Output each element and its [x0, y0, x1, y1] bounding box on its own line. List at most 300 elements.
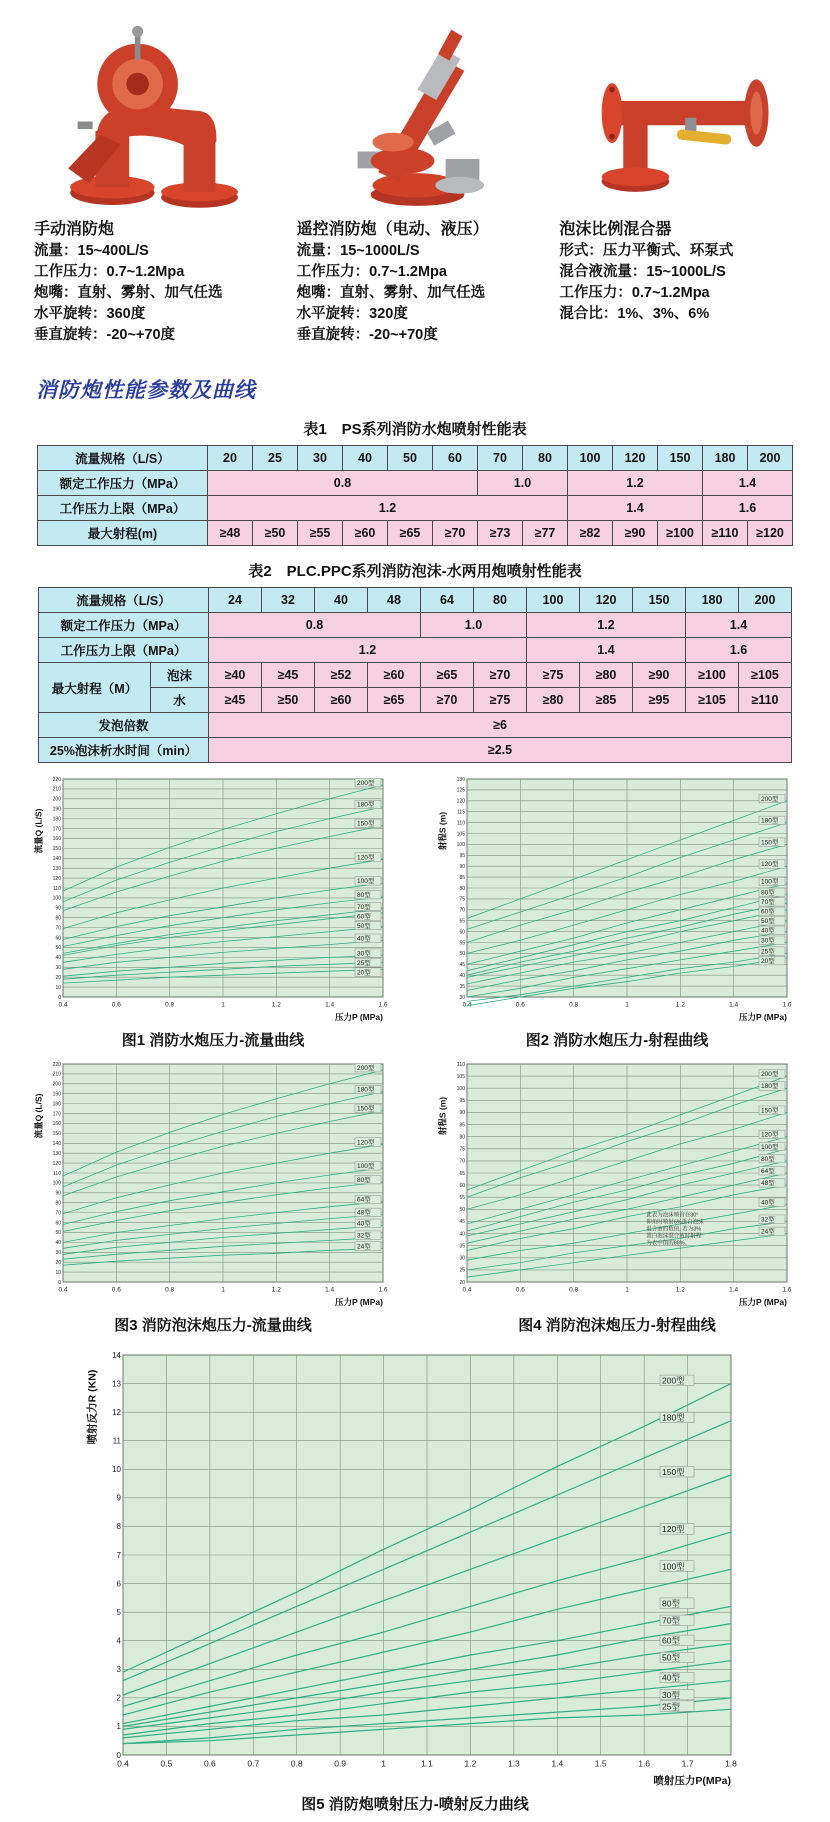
svg-text:20型: 20型 — [761, 957, 775, 965]
section-title: 消防炮性能参数及曲线 — [36, 379, 256, 402]
svg-text:50: 50 — [459, 951, 465, 958]
svg-text:150型: 150型 — [357, 1105, 375, 1113]
svg-text:210: 210 — [52, 1071, 61, 1078]
manual-monitor-photo — [30, 16, 279, 208]
svg-text:25型: 25型 — [662, 1701, 680, 1712]
svg-text:100: 100 — [456, 842, 465, 849]
svg-text:75: 75 — [459, 1146, 465, 1153]
svg-text:90: 90 — [55, 1190, 61, 1197]
table-cell: 0.8 — [209, 613, 421, 638]
table-cell: 1.2 — [208, 496, 568, 521]
svg-text:射程S (m): 射程S (m) — [437, 1096, 448, 1136]
svg-text:55: 55 — [459, 1194, 465, 1201]
svg-text:20: 20 — [459, 1279, 465, 1286]
table-cell: ≥60 — [368, 663, 421, 688]
table-cell: ≥80 — [580, 663, 633, 688]
svg-text:180: 180 — [52, 816, 61, 823]
svg-text:0.9: 0.9 — [334, 1758, 347, 1769]
svg-text:1.8: 1.8 — [725, 1758, 737, 1769]
table-cell: ≥55 — [298, 521, 343, 546]
svg-text:210: 210 — [52, 786, 61, 793]
svg-text:150型: 150型 — [761, 1107, 779, 1115]
table-cell: ≥60 — [343, 521, 388, 546]
chart-caption-4: 图4 消防泡沫炮压力-射程曲线 — [518, 1317, 716, 1334]
svg-text:1.3: 1.3 — [507, 1758, 520, 1769]
svg-text:85: 85 — [459, 874, 465, 881]
svg-text:压力P (MPa): 压力P (MPa) — [334, 1297, 383, 1307]
svg-text:80型: 80型 — [357, 1176, 371, 1184]
svg-text:14: 14 — [112, 1350, 121, 1360]
chart-caption-3: 图3 消防泡沫炮压力-流量曲线 — [114, 1317, 312, 1334]
svg-text:120: 120 — [52, 875, 61, 882]
table-cell: ≥90 — [613, 521, 658, 546]
table-cell: 120 — [613, 446, 658, 471]
chart-caption-5: 图5 消防炮喷射压力-喷射反力曲线 — [301, 1796, 529, 1813]
table-cell: 100 — [527, 588, 580, 613]
chart-box-2 — [437, 773, 797, 1058]
svg-text:60型: 60型 — [761, 908, 775, 916]
svg-text:9: 9 — [116, 1493, 121, 1503]
svg-text:1.4: 1.4 — [551, 1758, 564, 1769]
svg-text:11: 11 — [112, 1436, 121, 1446]
svg-text:1: 1 — [381, 1758, 386, 1769]
svg-text:35: 35 — [459, 983, 465, 990]
table-cell: 80 — [474, 588, 527, 613]
svg-text:80: 80 — [55, 915, 61, 922]
svg-text:100型: 100型 — [662, 1561, 685, 1572]
product-section — [0, 0, 830, 346]
remote-monitor-photo — [293, 16, 542, 208]
spec-line: 混合液流量：15~1000L/S — [559, 264, 726, 280]
svg-text:0.6: 0.6 — [111, 1001, 121, 1009]
product-specs — [293, 241, 542, 346]
table-cell: 发泡倍数 — [39, 713, 209, 738]
svg-text:喷射压力P(MPa): 喷射压力P(MPa) — [653, 1775, 731, 1787]
spec-line: 混合比：1%、3%、6% — [559, 306, 710, 322]
svg-text:1.6: 1.6 — [782, 1001, 792, 1009]
product-manual-monitor — [30, 16, 279, 346]
table-cell: ≥60 — [315, 688, 368, 713]
svg-text:1.2: 1.2 — [675, 1286, 685, 1294]
table-cell: 1.6 — [686, 638, 792, 663]
svg-text:蛋白泡沫混合液时射程: 蛋白泡沫混合液时射程 — [646, 1233, 702, 1240]
table-cell: ≥45 — [209, 688, 262, 713]
svg-text:20: 20 — [55, 974, 61, 981]
svg-text:30型: 30型 — [662, 1689, 680, 1700]
chart-figure-1 — [33, 773, 393, 1023]
svg-text:200型: 200型 — [357, 1064, 375, 1072]
table1-title: 表1 PS系列消防水炮喷射性能表 — [303, 421, 527, 438]
svg-text:5: 5 — [116, 1607, 121, 1617]
svg-text:40: 40 — [55, 1240, 61, 1247]
svg-text:50: 50 — [459, 1207, 465, 1214]
table-cell: 100 — [568, 446, 613, 471]
svg-text:70: 70 — [55, 1210, 61, 1217]
manual-monitor-image — [42, 20, 267, 208]
svg-text:64型: 64型 — [761, 1168, 775, 1175]
svg-text:150: 150 — [52, 1131, 61, 1138]
table-cell: ≥110 — [703, 521, 748, 546]
svg-text:40型: 40型 — [357, 935, 371, 943]
table-cell: 24 — [209, 588, 262, 613]
table-cell: ≥105 — [686, 688, 739, 713]
table-cell: 80 — [523, 446, 568, 471]
svg-text:130: 130 — [52, 1150, 61, 1157]
svg-text:0: 0 — [58, 1279, 61, 1286]
table-cell: 工作压力上限（MPa） — [39, 638, 209, 663]
svg-text:65: 65 — [459, 1170, 465, 1177]
svg-text:1.6: 1.6 — [638, 1758, 651, 1769]
table-cell: ≥75 — [527, 663, 580, 688]
table-cell: 1.6 — [703, 496, 793, 521]
svg-text:25型: 25型 — [761, 948, 775, 956]
svg-text:110: 110 — [53, 885, 61, 892]
table-cell: 1.4 — [703, 471, 793, 496]
svg-text:60型: 60型 — [662, 1635, 680, 1646]
svg-text:80型: 80型 — [761, 889, 775, 897]
svg-text:60型: 60型 — [357, 913, 371, 921]
svg-text:80型: 80型 — [662, 1598, 680, 1609]
svg-text:40型: 40型 — [761, 927, 775, 935]
svg-text:0.4: 0.4 — [462, 1001, 472, 1009]
product-name: 遥控消防炮（电动、液压） — [296, 221, 489, 238]
product-name: 手动消防炮 — [34, 221, 115, 238]
table-cell: ≥50 — [262, 688, 315, 713]
table-cell: 1.0 — [478, 471, 568, 496]
svg-text:32型: 32型 — [761, 1216, 775, 1224]
chart-caption-2: 图2 消防水炮压力-射程曲线 — [525, 1032, 709, 1049]
spec-line: 工作压力：0.7~1.2Mpa — [296, 264, 447, 280]
foam-proportioner-photo — [555, 16, 804, 208]
spec-line: 形式：压力平衡式、环泵式 — [559, 243, 734, 259]
product-name: 泡沫比例混合器 — [559, 221, 672, 238]
table-cell: ≥75 — [474, 688, 527, 713]
svg-text:50型: 50型 — [662, 1652, 680, 1663]
spec-line: 垂直旋转：-20~+70度 — [34, 327, 176, 343]
table-cell: ≥73 — [478, 521, 523, 546]
svg-text:1.4: 1.4 — [325, 1001, 335, 1009]
svg-text:150型: 150型 — [662, 1467, 685, 1477]
svg-text:仰角时喷射6%蛋白泡沫: 仰角时喷射6%蛋白泡沫 — [646, 1219, 704, 1226]
chart-figure-2 — [437, 773, 797, 1023]
spec-line: 水平旋转：320度 — [296, 306, 408, 322]
svg-text:20: 20 — [55, 1259, 61, 1266]
svg-text:70: 70 — [459, 1158, 465, 1165]
svg-text:40: 40 — [459, 972, 465, 979]
table-cell: 0.8 — [208, 471, 478, 496]
svg-text:180型: 180型 — [357, 801, 375, 809]
svg-text:200型: 200型 — [761, 1071, 779, 1079]
table-cell: 1.0 — [421, 613, 527, 638]
table-cell: 200 — [739, 588, 792, 613]
svg-text:1: 1 — [625, 1286, 629, 1294]
svg-text:100: 100 — [456, 1085, 465, 1092]
table-cell: ≥70 — [474, 663, 527, 688]
table-cell: ≥65 — [388, 521, 433, 546]
table-cell: ≥2.5 — [209, 738, 792, 763]
table-cell: 1.4 — [527, 638, 686, 663]
svg-text:0.4: 0.4 — [462, 1286, 472, 1294]
svg-text:40: 40 — [55, 955, 61, 962]
svg-text:此表为泡沫喷管在30°: 此表为泡沫喷管在30° — [646, 1212, 699, 1219]
chart-box-3 — [33, 1058, 393, 1343]
table-cell: 200 — [748, 446, 793, 471]
svg-text:220: 220 — [52, 1061, 61, 1068]
table-cell: ≥48 — [208, 521, 253, 546]
svg-text:80: 80 — [55, 1200, 61, 1207]
svg-text:220: 220 — [52, 776, 61, 783]
table-cell: 120 — [580, 588, 633, 613]
table-cell: 32 — [262, 588, 315, 613]
table-cell: 1.4 — [686, 613, 792, 638]
svg-text:70型: 70型 — [761, 899, 775, 907]
svg-text:180型: 180型 — [357, 1086, 375, 1094]
svg-text:0.7: 0.7 — [247, 1758, 260, 1769]
svg-text:120型: 120型 — [357, 1139, 375, 1147]
table-cell: 1.2 — [209, 638, 527, 663]
svg-text:1: 1 — [221, 1286, 225, 1294]
svg-text:0.8: 0.8 — [165, 1286, 175, 1294]
svg-text:10: 10 — [55, 1269, 61, 1276]
svg-text:70型: 70型 — [662, 1615, 680, 1626]
table-cell: 泡沫 — [151, 663, 209, 688]
svg-text:0.8: 0.8 — [569, 1286, 579, 1294]
svg-text:0.4: 0.4 — [58, 1286, 68, 1294]
svg-text:180型: 180型 — [761, 817, 779, 825]
table-cell: ≥82 — [568, 521, 613, 546]
svg-text:1.7: 1.7 — [681, 1758, 694, 1769]
table-cell: 180 — [686, 588, 739, 613]
svg-text:30: 30 — [459, 1255, 465, 1262]
chart-caption-1: 图1 消防水炮压力-流量曲线 — [121, 1032, 305, 1049]
svg-text:120: 120 — [456, 798, 465, 805]
table-cell: 25 — [253, 446, 298, 471]
svg-text:1.4: 1.4 — [325, 1286, 335, 1294]
svg-text:120型: 120型 — [761, 861, 779, 869]
table-cell: 额定工作压力（MPa） — [39, 613, 209, 638]
svg-text:130: 130 — [456, 776, 465, 783]
svg-text:1.4: 1.4 — [729, 1001, 739, 1009]
table-cell: 50 — [388, 446, 433, 471]
table-cell: 70 — [478, 446, 523, 471]
svg-text:30型: 30型 — [357, 950, 371, 958]
table-cell: 64 — [421, 588, 474, 613]
svg-text:压力P (MPa): 压力P (MPa) — [334, 1012, 383, 1022]
svg-text:70: 70 — [459, 907, 465, 914]
remote-monitor-image — [305, 20, 530, 208]
svg-text:160: 160 — [52, 836, 61, 843]
svg-text:60: 60 — [55, 1220, 61, 1227]
svg-text:1.5: 1.5 — [594, 1758, 607, 1769]
svg-text:60: 60 — [459, 1182, 465, 1189]
table-cell: 水 — [151, 688, 209, 713]
svg-text:200型: 200型 — [662, 1375, 685, 1386]
table-cell: 流量规格（L/S） — [38, 446, 208, 471]
svg-text:190: 190 — [52, 806, 61, 813]
svg-text:40型: 40型 — [662, 1672, 680, 1683]
svg-text:35: 35 — [459, 1243, 465, 1250]
table2-plc-ppc-series — [38, 587, 792, 763]
svg-text:0.8: 0.8 — [569, 1001, 579, 1009]
svg-text:200: 200 — [52, 1081, 61, 1088]
svg-text:64型: 64型 — [357, 1196, 371, 1204]
table-cell: ≥100 — [658, 521, 703, 546]
foam-proportioner-image — [567, 20, 792, 208]
svg-text:1.2: 1.2 — [271, 1001, 281, 1009]
table-cell: ≥40 — [209, 663, 262, 688]
svg-text:170: 170 — [52, 1111, 61, 1118]
table-cell: 最大射程(m) — [38, 521, 208, 546]
svg-text:12: 12 — [112, 1407, 121, 1417]
svg-text:180: 180 — [52, 1101, 61, 1108]
svg-text:200型: 200型 — [357, 779, 375, 787]
svg-text:1.6: 1.6 — [782, 1286, 792, 1294]
table-cell: ≥110 — [739, 688, 792, 713]
table-cell: ≥65 — [368, 688, 421, 713]
svg-text:95: 95 — [459, 1098, 465, 1105]
table-cell: ≥120 — [748, 521, 793, 546]
svg-text:90: 90 — [459, 863, 465, 870]
table-cell: ≥95 — [633, 688, 686, 713]
svg-text:105: 105 — [456, 1073, 465, 1080]
svg-text:80型: 80型 — [761, 1155, 775, 1163]
table1-ps-series — [37, 445, 793, 546]
svg-text:为表中值的88%。: 为表中值的88%。 — [646, 1240, 691, 1247]
svg-text:0: 0 — [116, 1750, 121, 1760]
svg-text:80: 80 — [459, 885, 465, 892]
table-cell: 60 — [433, 446, 478, 471]
svg-text:100型: 100型 — [357, 1163, 375, 1171]
svg-text:40型: 40型 — [761, 1199, 775, 1207]
spec-line: 流量：15~1000L/S — [296, 243, 420, 259]
svg-text:1.2: 1.2 — [464, 1758, 477, 1769]
product-specs — [30, 241, 279, 346]
svg-text:0.6: 0.6 — [203, 1758, 216, 1769]
table-cell: ≥80 — [527, 688, 580, 713]
table-cell: ≥52 — [315, 663, 368, 688]
table-cell: 额定工作压力（MPa） — [38, 471, 208, 496]
svg-text:45: 45 — [459, 962, 465, 969]
svg-text:1.2: 1.2 — [271, 1286, 281, 1294]
svg-text:180型: 180型 — [761, 1083, 779, 1091]
svg-text:40型: 40型 — [357, 1220, 371, 1228]
table2-title: 表2 PLC.PPC系列消防泡沫-水两用炮喷射性能表 — [248, 563, 582, 580]
svg-text:30: 30 — [459, 994, 465, 1001]
table-cell: 最大射程（M） — [39, 663, 151, 713]
spec-line: 垂直旋转：-20~+70度 — [296, 327, 438, 343]
svg-text:45: 45 — [459, 1219, 465, 1226]
svg-text:8: 8 — [116, 1522, 121, 1532]
svg-text:喷射反力R (KN): 喷射反力R (KN) — [86, 1369, 99, 1445]
svg-text:110: 110 — [457, 1061, 465, 1068]
svg-text:60: 60 — [55, 935, 61, 942]
product-foam-proportioner — [555, 16, 804, 346]
svg-text:110: 110 — [457, 820, 465, 827]
svg-text:0.6: 0.6 — [515, 1286, 525, 1294]
svg-text:150: 150 — [52, 846, 61, 853]
table-cell: 20 — [208, 446, 253, 471]
svg-text:150型: 150型 — [761, 839, 779, 847]
svg-text:70型: 70型 — [357, 903, 371, 911]
svg-text:100: 100 — [52, 1180, 61, 1187]
table-cell: ≥85 — [580, 688, 633, 713]
svg-text:25型: 25型 — [357, 959, 371, 967]
table-cell: 流量规格（L/S） — [39, 588, 209, 613]
table-cell: ≥6 — [209, 713, 792, 738]
svg-text:1.2: 1.2 — [675, 1001, 685, 1009]
svg-text:流量Q (L/S): 流量Q (L/S) — [33, 1093, 44, 1139]
table-cell: 30 — [298, 446, 343, 471]
svg-text:160: 160 — [52, 1121, 61, 1128]
svg-text:65: 65 — [459, 918, 465, 925]
svg-text:180型: 180型 — [662, 1412, 685, 1423]
svg-text:4: 4 — [116, 1636, 121, 1646]
svg-text:6: 6 — [116, 1579, 121, 1589]
svg-text:0.6: 0.6 — [515, 1001, 525, 1009]
spec-line: 流量：15~400L/S — [34, 243, 149, 259]
table-cell: 150 — [633, 588, 686, 613]
svg-text:流量Q (L/S): 流量Q (L/S) — [33, 808, 44, 854]
svg-text:75: 75 — [459, 896, 465, 903]
table-cell: 150 — [658, 446, 703, 471]
svg-text:0.4: 0.4 — [58, 1001, 68, 1009]
svg-text:48型: 48型 — [761, 1180, 775, 1188]
svg-text:48型: 48型 — [357, 1209, 371, 1217]
svg-text:100: 100 — [52, 895, 61, 902]
table-cell: 工作压力上限（MPa） — [38, 496, 208, 521]
table-cell: ≥90 — [633, 663, 686, 688]
svg-text:2: 2 — [116, 1693, 121, 1703]
svg-text:1.6: 1.6 — [378, 1001, 388, 1009]
svg-text:50: 50 — [55, 1230, 61, 1237]
svg-text:50型: 50型 — [357, 922, 371, 930]
svg-text:0.4: 0.4 — [117, 1758, 129, 1769]
svg-text:80型: 80型 — [357, 891, 371, 899]
svg-text:1: 1 — [116, 1722, 121, 1732]
svg-text:140: 140 — [52, 1141, 61, 1148]
table-cell: 40 — [343, 446, 388, 471]
svg-text:压力P (MPa): 压力P (MPa) — [738, 1012, 787, 1022]
svg-text:200: 200 — [52, 796, 61, 803]
svg-text:1: 1 — [625, 1001, 629, 1009]
svg-text:3: 3 — [116, 1665, 121, 1675]
svg-text:压力P (MPa): 压力P (MPa) — [738, 1297, 787, 1307]
chart-figure-4 — [437, 1058, 797, 1308]
svg-text:24型: 24型 — [357, 1243, 371, 1251]
table-cell: ≥77 — [523, 521, 568, 546]
spec-line: 水平旋转：360度 — [34, 306, 146, 322]
svg-text:30: 30 — [55, 965, 61, 972]
svg-text:混合液的数值, 若为3%: 混合液的数值, 若为3% — [646, 1226, 702, 1233]
svg-text:80: 80 — [459, 1134, 465, 1141]
svg-text:24型: 24型 — [761, 1228, 775, 1236]
svg-text:120型: 120型 — [357, 854, 375, 862]
svg-text:120型: 120型 — [662, 1524, 685, 1535]
table-cell: ≥70 — [433, 521, 478, 546]
table-cell: 25%泡沫析水时间（min） — [39, 738, 209, 763]
svg-text:70: 70 — [55, 925, 61, 932]
svg-text:0.8: 0.8 — [165, 1001, 175, 1009]
svg-text:115: 115 — [457, 809, 465, 816]
chart-box-5 — [0, 1343, 830, 1814]
svg-text:0: 0 — [58, 994, 61, 1001]
svg-text:32型: 32型 — [357, 1232, 371, 1240]
svg-text:110: 110 — [53, 1170, 61, 1177]
svg-text:150型: 150型 — [357, 820, 375, 828]
svg-text:85: 85 — [459, 1122, 465, 1129]
product-specs — [555, 241, 804, 325]
table-cell: 1.2 — [568, 471, 703, 496]
